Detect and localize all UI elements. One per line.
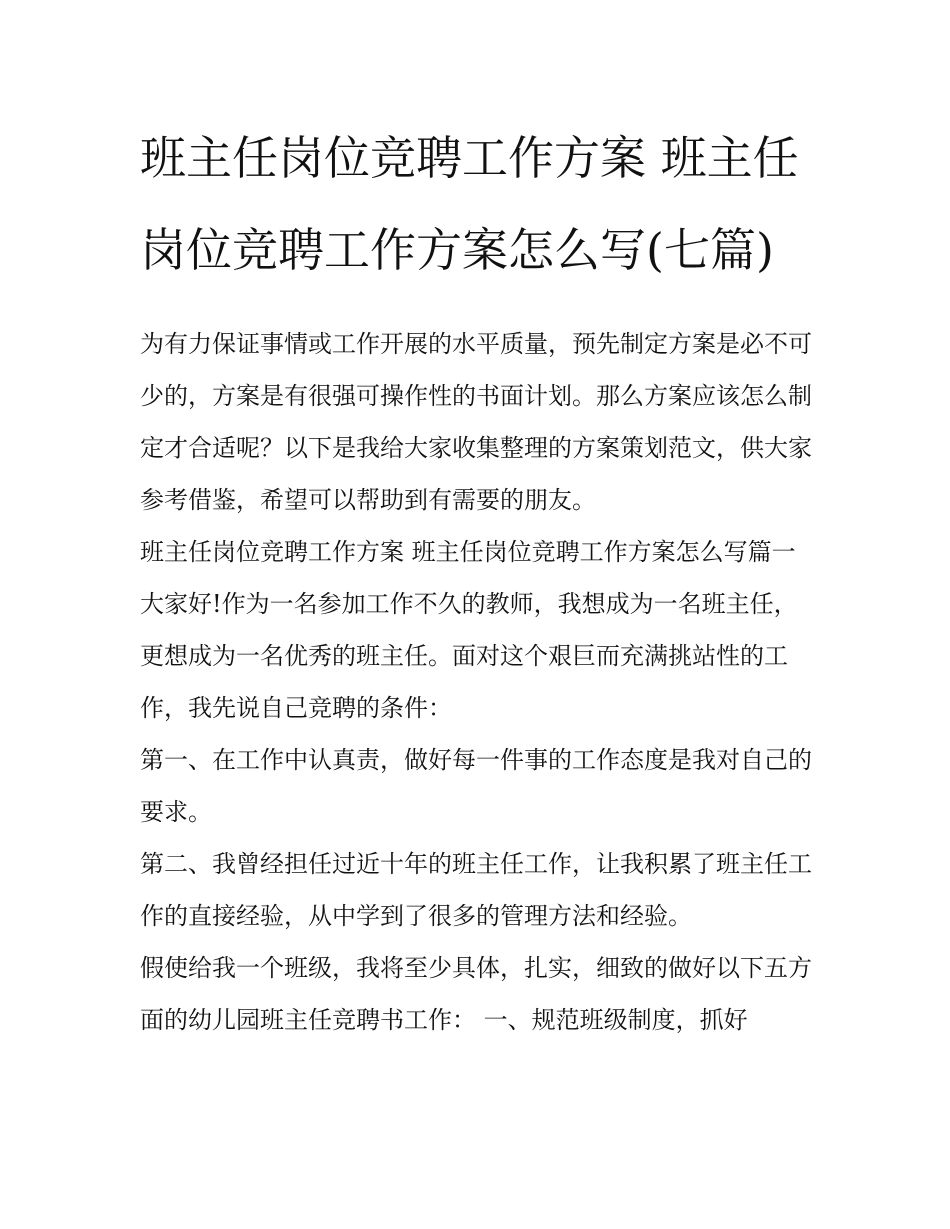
document-page <box>140 112 815 1046</box>
intro-paragraph: 为有力保证事情或工作开展的水平质量，预先制定方案是必不可少的，方案是有很强可操作性的书面计划。那么方案应该怎么制定才合适呢？以下是我给大家收集整理的方案策划范文，供大家参考借鉴，希望可以帮助到有需要的朋友。 <box>140 330 812 514</box>
point-two-paragraph: 第二、我曾经担任过近十年的班主任工作，让我积累了班主任工作的直接经验，从中学到了很多的管理方法和经验。 <box>140 850 812 930</box>
plan-paragraph: 假使给我一个班级，我将至少具体，扎实，细致的做好以下五方面的幼儿园班主任竞聘书工作： 一、规范班级制度，抓好 <box>140 954 812 1034</box>
point-one-paragraph: 第一、在工作中认真责，做好每一件事的工作态度是我对自己的要求。 <box>140 746 812 826</box>
document-title: 班主任岗位竞聘工作方案 班主任岗位竞聘工作方案怎么写(七篇) <box>140 131 799 277</box>
section-heading: 班主任岗位竞聘工作方案 班主任岗位竞聘工作方案怎么写篇一 <box>140 538 796 566</box>
greeting-paragraph: 大家好!作为一名参加工作不久的教师，我想成为一名班主任，更想成为一名优秀的班主任。面对这个艰巨而充满挑站性的工作，我先说自己竞聘的条件： <box>140 590 798 722</box>
